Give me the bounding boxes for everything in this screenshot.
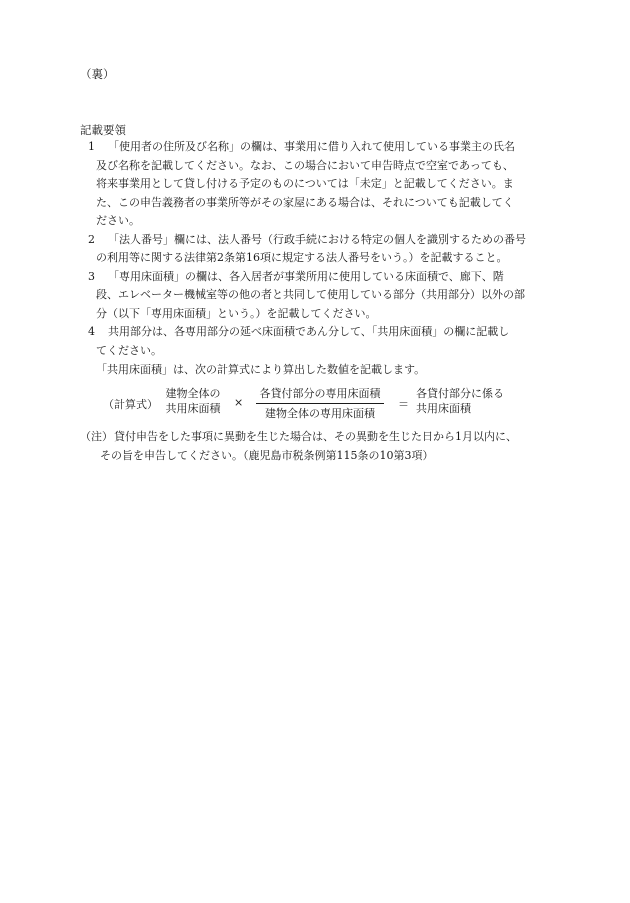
item-line: 「専用床面積」の欄は、各入居者が事業所用に使用している床面積で、廊下、階 [108, 269, 504, 283]
formula-left-term [163, 386, 223, 416]
item-line: た、この申告義務者の事業所等がその家屋にある場合は、それについても記載してく [96, 195, 514, 209]
note-label: （注） [80, 430, 113, 443]
item-number: 2 [88, 232, 95, 246]
item-line: の利用等に関する法律第2条第16項に規定する法人番号をいう。）を記載すること。 [96, 251, 508, 264]
instruction-list [0, 138, 630, 360]
page-side-label: （裏） [80, 67, 115, 81]
instruction-item-3 [88, 268, 548, 324]
item-line: 「使用者の住所及び名称」の欄は、事業用に借り入れて使用している事業主の氏名 [108, 140, 515, 153]
item-text [96, 323, 548, 360]
fraction-bar [256, 403, 384, 404]
item-line: てください。 [96, 343, 162, 357]
formula-fraction [256, 386, 384, 421]
instruction-item-1 [88, 138, 548, 231]
item-text [96, 138, 548, 231]
formula-left-top: 建物全体の [165, 387, 221, 400]
item-number: 1 [88, 140, 95, 153]
item-text [96, 231, 548, 268]
formula-result-bottom: 共用床面積 [416, 402, 471, 415]
fraction-numerator: 各貸付部分の専用床面積 [259, 387, 381, 400]
formula-left-bottom: 共用床面積 [165, 402, 221, 415]
note-block [80, 428, 550, 465]
item-line: 段、エレベーター機械室等の他の者と共同して使用している部分（共用部分）以外の部 [96, 288, 525, 301]
formula-label: （計算式） [103, 398, 158, 411]
instruction-item-2 [88, 231, 548, 268]
instruction-item-4 [88, 323, 548, 360]
item-line: ださい。 [96, 214, 140, 227]
multiply-sign: × [234, 396, 244, 409]
common-area-formula-intro: 「共用床面積」は、次の計算式により算出した数値を記載します。 [96, 363, 426, 376]
item-number: 3 [88, 269, 95, 283]
note-body [100, 428, 550, 465]
item-line: 「法人番号」欄には、法人番号（行政手続における特定の個人を識別するための番号 [108, 232, 526, 246]
item-text [96, 268, 548, 324]
note-line-1: 貸付申告をした事項に異動を生じた場合は、その異動を生じた日から1月以内に、 [114, 430, 517, 443]
section-title: 記載要領 [80, 123, 126, 137]
item-line: 共用部分は、各専用部分の延べ床面積であん分して、「共用床面積」の欄に記載し [108, 325, 510, 338]
equals-sign: ＝ [398, 398, 409, 411]
item-line: 分（以下「専用床面積」という。）を記載してください。 [96, 306, 377, 320]
formula-result-top: 各貸付部分に係る [416, 387, 504, 400]
formula-result [416, 386, 516, 416]
item-line: 及び名称を記載してください。なお、この場合において申告時点で空室であっても、 [96, 158, 514, 172]
fraction-denominator: 建物全体の専用床面積 [265, 407, 375, 420]
item-line: 将来事業用として貸し付ける予定のものについては「未定」と記載してください。ま [96, 177, 514, 190]
note-line-2: その旨を申告してください。（鹿児島市税条例第115条の10第3項） [100, 448, 434, 462]
item-number: 4 [88, 325, 95, 338]
calculation-formula [0, 384, 630, 424]
